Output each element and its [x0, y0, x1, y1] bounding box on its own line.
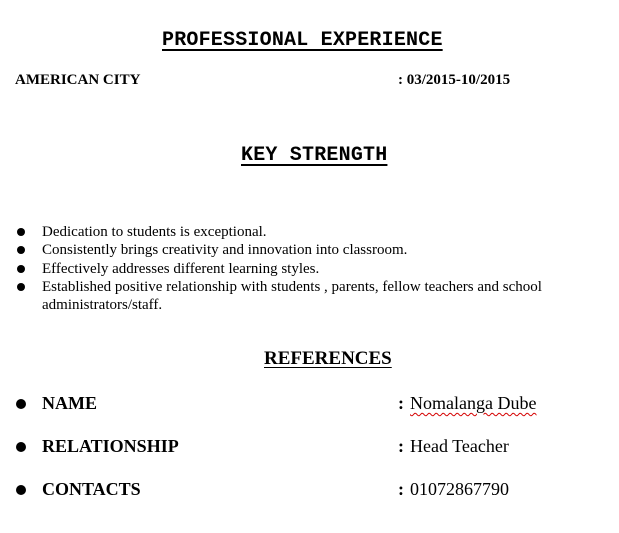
reference-value: Nomalanga Dube [410, 393, 537, 413]
reference-label: NAME [42, 393, 97, 413]
list-item [0, 223, 602, 241]
bullet-icon [17, 283, 25, 291]
bullet-icon [16, 485, 26, 495]
key-strength-list [0, 223, 619, 314]
bullet-icon [16, 442, 26, 452]
reference-row-contacts [0, 479, 619, 505]
job-period: : 03/2015-10/2015 [398, 72, 511, 88]
strength-text: Consistently brings creativity and innovation into classroom. [42, 242, 408, 259]
bullet-icon [17, 228, 25, 236]
list-item [0, 278, 602, 315]
job-location: AMERICAN CITY [15, 72, 141, 88]
professional-experience-heading: PROFESSIONAL EXPERIENCE [162, 29, 443, 52]
strength-text: Effectively addresses different learning styles. [42, 260, 320, 277]
bullet-icon [16, 399, 26, 409]
reference-row-relationship [0, 436, 619, 462]
reference-value: Head Teacher [410, 436, 509, 456]
references-heading: REFERENCES [264, 348, 392, 369]
strength-text: Established positive relationship with students , parents, fellow teachers and school administrators/staff. [42, 278, 542, 314]
reference-label: CONTACTS [42, 479, 141, 499]
bullet-icon [17, 265, 25, 273]
reference-colon: : [398, 393, 404, 413]
reference-row-name [0, 393, 619, 419]
reference-colon: : [398, 479, 404, 499]
reference-colon: : [398, 436, 404, 456]
reference-label: RELATIONSHIP [42, 436, 179, 456]
reference-value: 01072867790 [410, 479, 509, 499]
key-strength-heading: KEY STRENGTH [241, 144, 388, 167]
list-item [0, 241, 602, 259]
list-item [0, 260, 602, 278]
bullet-icon [17, 246, 25, 254]
strength-text: Dedication to students is exceptional. [42, 224, 267, 240]
